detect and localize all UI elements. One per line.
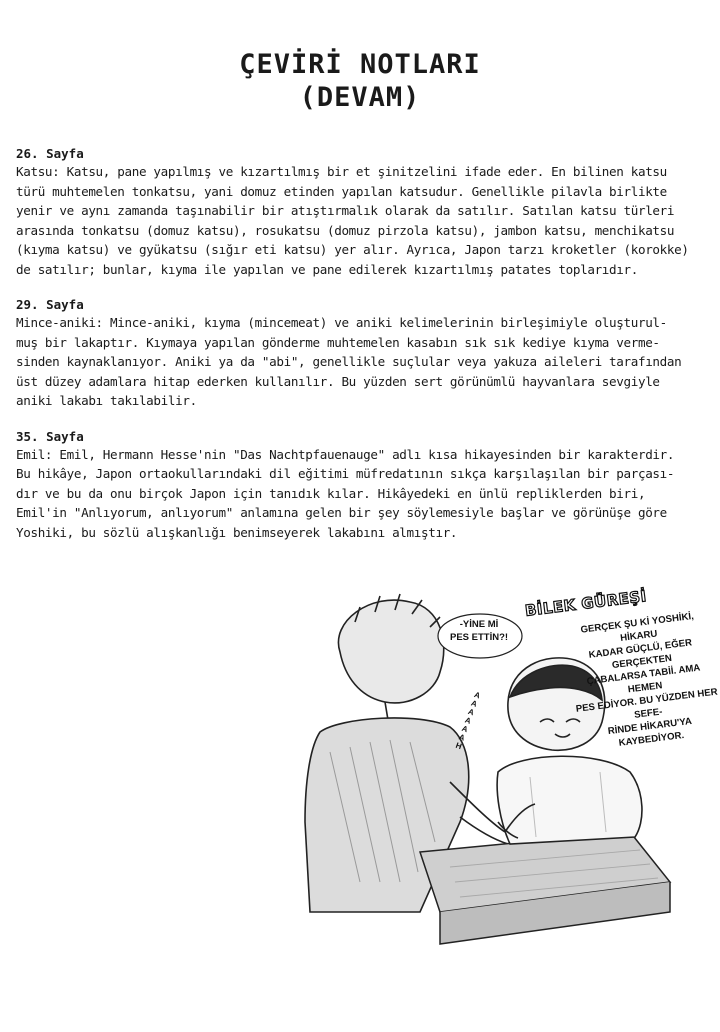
note-page-35 (16, 429, 708, 543)
manga-illustration (300, 582, 719, 954)
note-page-heading: 35. Sayfa (16, 428, 84, 444)
note-page-heading: 29. Sayfa (16, 297, 84, 312)
note-page-26 (16, 146, 708, 279)
page-title (0, 48, 720, 114)
note-page-heading: 26. Sayfa (16, 146, 84, 161)
page-title-line2: (DEVAM) (299, 82, 421, 113)
panel-title: BİLEK GÜREŞİ (524, 587, 648, 620)
note-page-29 (16, 297, 708, 411)
translation-notes (16, 146, 708, 560)
note-body: Emil: Emil, Hermann Hesse'nin "Das Nachtpfauenauge" adlı kısa hikayesinden bir karakterdir. Bu hikâye, Japon ortaokullarındaki dil eğitimi müfredatının sıkça karşılaşılan bir parçası- dır ve bu da onu birçok Japon için tanıdık kılar. Hikâyedeki en ünlü repliklerden biri, Emil'in "Anlıyorum, anlıyorum" anlamına gelen bir şey söylemesiyle başlar ve görünüşe göre Yoshiki, bu sözlü alışkanlığı benimseyerek lakabını almıştır. (16, 446, 675, 540)
speech-bubble-text: -YİNE Mİ PES ETTİN?! (450, 619, 509, 643)
panel-caption: GERÇEK ŞU Kİ YOSHİKİ, HİKARU KADAR GÜÇLÜ, EĞER GERÇEKTEN ÇABALARSA TABİİ. AMA HEMEN PES EDİYOR. BU YÜZDEN HER SEFE- RİNDE HİKARU'YA KAYBEDİYOR. (575, 610, 719, 749)
note-body: Mince-aniki: Mince-aniki, kıyma (mincemeat) ve aniki kelimelerinin birleşimiyle oluşturul- muş bir lakaptır. Kıymaya yapılan gönderme muhtemelen kasabın sık sık kediye kıyma verme- sinden kaynaklanıyor. Aniki ya da "abi", genellikle suçlular veya yakuza aileleri tarafından üst düzey adamlara hitap ederken kullanılır. Bu yüzden sert görünümlü hayvanlara sevgiyle aniki lakabı takılabilir. (16, 315, 682, 408)
page-title-line1: ÇEVİRİ NOTLARI (239, 49, 481, 80)
sound-effect-text: AAAAAAH (454, 690, 482, 752)
desk (420, 832, 670, 944)
note-body: Katsu: Katsu, pane yapılmış ve kızartılmış bir et şinitzelini ifade eder. En bilinen katsu türü muhtemelen tonkatsu, yani domuz etinden yapılan katsudur. Genellikle pilavla birlikte yenir ve aynı zamanda taşınabilir bir atıştırmalık olarak da satılır. Satılan katsu türleri arasında tonkatsu (domuz katsu), rosukatsu (domuz pirzola katsu), jambon katsu, menchikatsu (kıyma katsu) ve gyükatsu (sığır eti katsu) yer alır. Ayrıca, Japon tarzı kroketler (korokke) de satılır; bunlar, kıyma ile yapılan ve pane edilerek kızartılmış patates toplarıdır. (16, 164, 689, 277)
